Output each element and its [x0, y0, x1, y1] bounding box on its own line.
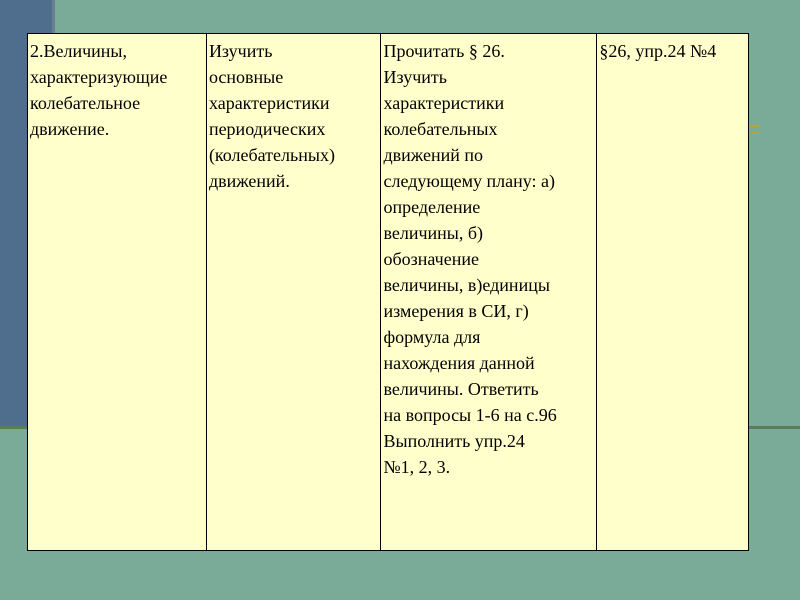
table-cell-homework: §26, упр.24 №4 — [597, 34, 749, 551]
table-cell-objective: Изучить основные характеристики периодических (колебательных) движений. — [206, 34, 381, 551]
slide-vertical-accent — [52, 0, 55, 35]
lesson-plan-table — [27, 33, 749, 551]
table-cell-topic: 2.Величины, характеризующие колебательное движение. — [28, 34, 207, 551]
table-cell-tasks: Прочитать § 26. Изучить характеристики колебательных движений по следующему плану: а) определение величины, б) обозначение величины, в)единицы измерения в СИ, г) формула для нахождения данной величины. Ответить на вопросы 1-6 на с.96 Выполнить упр.24 №1, 2, 3. — [381, 34, 597, 551]
table-row — [28, 34, 749, 551]
